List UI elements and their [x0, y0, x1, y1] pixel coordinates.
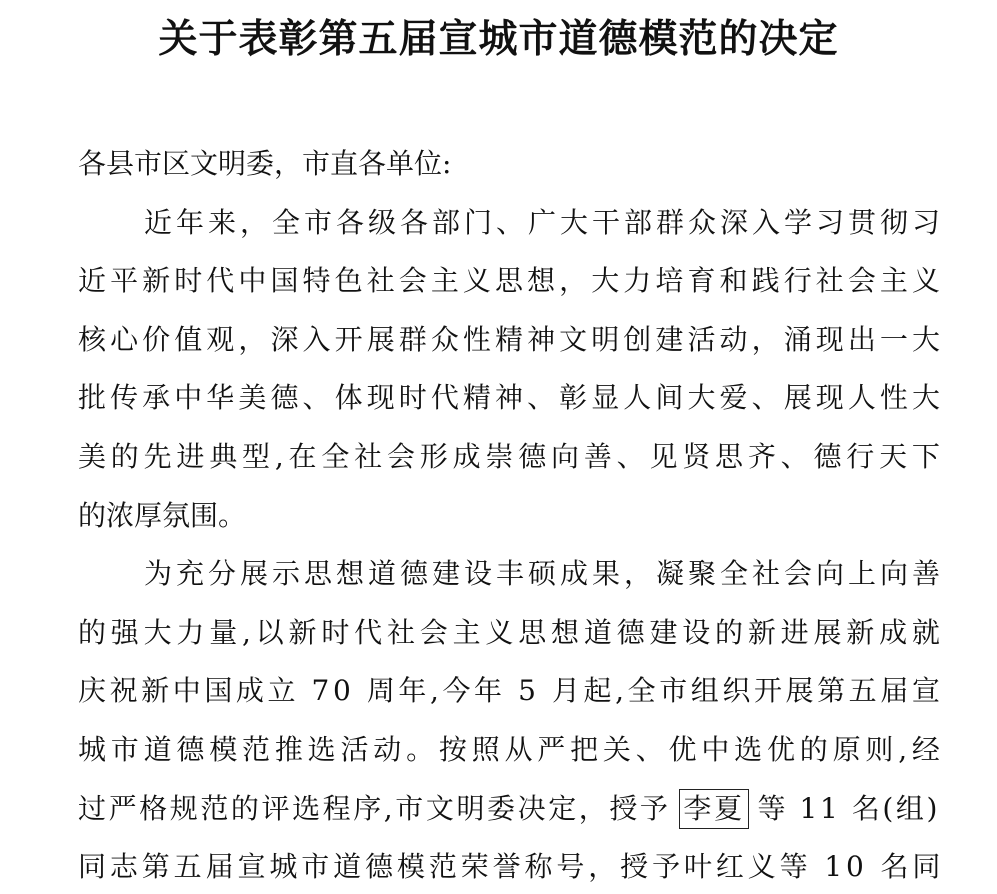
- award-line-content: [78, 780, 940, 839]
- paragraph-2-award-line: [78, 780, 940, 839]
- paragraph-1-line: [78, 194, 945, 253]
- paragraph-1-line-3: 核心价值观，深入开展群众性精神文明创建活动，涌现出一大: [78, 322, 945, 356]
- paragraph-1-line: [78, 311, 945, 370]
- paragraph-2-line-3: 庆祝新中国成立 70 周年,今年 5 月起,全市组织开展第五届宣: [78, 674, 944, 708]
- paragraph-1-line-4: 批传承中华美德、体现时代精神、彰显人间大爱、展现人性大: [78, 381, 945, 415]
- award-line-after: 等 11 名(组): [757, 791, 941, 825]
- paragraph-1-line-5: 美的先进典型,在全社会形成崇德向善、见贤思齐、德行天下: [78, 439, 945, 473]
- paragraph-2-line: [78, 545, 945, 604]
- paragraph-2-line-4: 城市道德模范推选活动。按照从严把关、优中选优的原则,经: [78, 732, 945, 766]
- document-body: [78, 135, 945, 894]
- salutation-text: 各县市区文明委，市直各单位:: [78, 147, 452, 180]
- paragraph-2-line: [78, 721, 945, 780]
- paragraph-1-line: [78, 369, 945, 428]
- paragraph-1-line-1: 近年来，全市各级各部门、广大干部群众深入学习贯彻习: [144, 205, 945, 239]
- paragraph-2-line: [78, 662, 944, 721]
- paragraph-2-line: [78, 604, 945, 663]
- paragraph-2-line: [78, 838, 945, 894]
- paragraph-1-line: [78, 428, 945, 487]
- paragraph-2-line-1: 为充分展示思想道德建设丰硕成果，凝聚全社会向上向善: [144, 557, 945, 591]
- paragraph-2-line-2: 的强大力量,以新时代社会主义思想道德建设的新进展新成就: [78, 615, 945, 649]
- highlighted-name-box: 李夏: [679, 789, 748, 829]
- award-line-before: 过严格规范的评选程序,市文明委决定，授予: [78, 791, 671, 825]
- salutation: [78, 135, 940, 194]
- paragraph-1-line-2: 近平新时代中国特色社会主义思想，大力培育和践行社会主义: [78, 264, 945, 298]
- paragraph-1-line: [78, 487, 940, 546]
- paragraph-1-line-6: 的浓厚氛围。: [78, 498, 247, 532]
- paragraph-1-line: [78, 252, 945, 311]
- document-title: 关于表彰第五届宣城市道德模范的决定: [158, 17, 839, 62]
- paragraph-2-last-line: 同志第五届宣城市道德模范荣誉称号，授予叶红义等 10 名同: [78, 850, 945, 884]
